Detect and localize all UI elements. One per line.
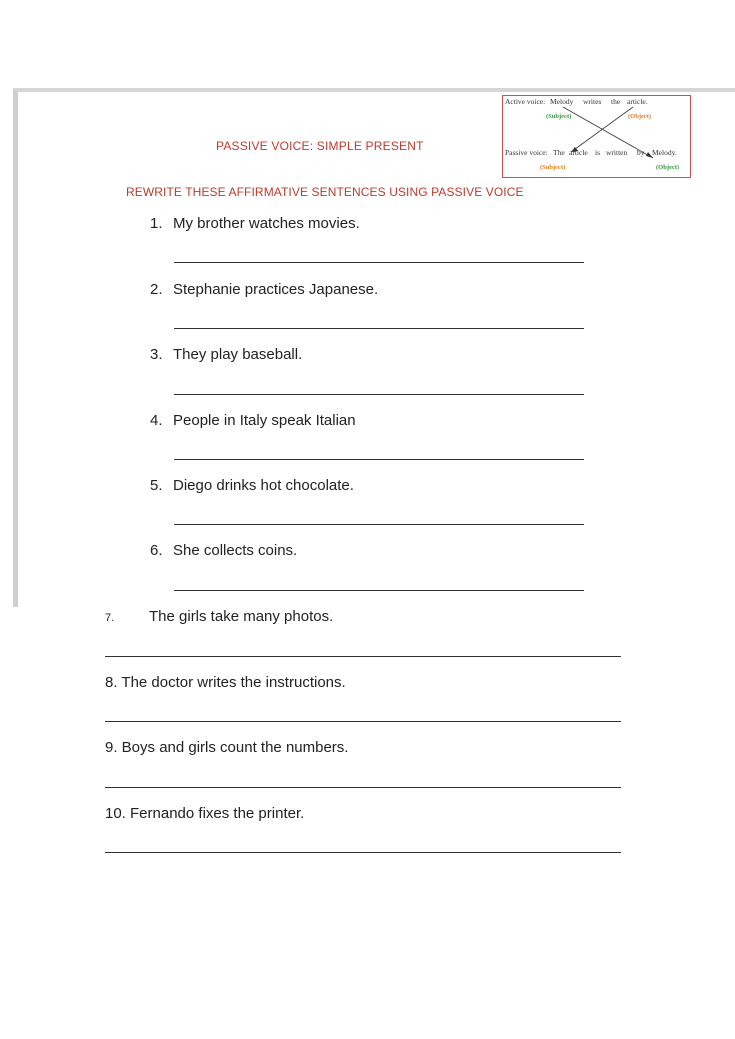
question-text: She collects coins.	[173, 542, 298, 559]
question-4	[150, 412, 356, 429]
question-number: 5.	[150, 477, 163, 494]
question-8	[105, 674, 346, 691]
question-9	[105, 739, 348, 756]
passive-word-1: The	[553, 148, 565, 157]
answer-line-4[interactable]	[174, 459, 584, 460]
object-tag-top: (Object)	[628, 113, 652, 120]
active-word-3: the	[611, 97, 621, 106]
answer-line-10[interactable]	[105, 852, 621, 853]
passive-label: Passive voice:	[505, 148, 548, 157]
question-text: Diego drinks hot chocolate.	[173, 477, 354, 494]
active-passive-diagram	[502, 95, 691, 178]
passive-word-3: is	[595, 148, 601, 157]
passive-word-4: written	[606, 148, 628, 157]
answer-line-8[interactable]	[105, 721, 621, 722]
subject-tag-top: (Subject)	[546, 113, 572, 120]
answer-line-3[interactable]	[174, 394, 584, 395]
question-5	[150, 477, 354, 494]
question-text: Stephanie practices Japanese.	[173, 281, 379, 298]
question-number: 3.	[150, 346, 163, 363]
answer-line-5[interactable]	[174, 524, 584, 525]
answer-line-6[interactable]	[174, 590, 584, 591]
question-text: My brother watches movies.	[173, 215, 360, 232]
question-text: 9. Boys and girls count the numbers.	[105, 739, 349, 756]
question-2	[150, 281, 378, 298]
question-number: 1.	[150, 215, 163, 232]
question-text: 8. The doctor writes the instructions.	[105, 674, 346, 691]
passive-word-6: Melody.	[652, 148, 677, 157]
question-text: The girls take many photos.	[149, 608, 334, 625]
worksheet-instruction: REWRITE THESE AFFIRMATIVE SENTENCES USING PASSIVE VOICE	[126, 185, 524, 199]
question-6	[150, 542, 297, 559]
subject-tag-bottom: (Subject)	[540, 164, 566, 171]
active-word-4: article.	[627, 97, 648, 106]
answer-line-2[interactable]	[174, 328, 584, 329]
passive-word-2: article	[569, 148, 588, 157]
question-number: 4.	[150, 412, 163, 429]
active-word-1: Melody	[550, 97, 574, 106]
question-text: 10. Fernando fixes the printer.	[105, 805, 305, 822]
worksheet-title: PASSIVE VOICE: SIMPLE PRESENT	[216, 139, 424, 153]
question-text: People in Italy speak Italian	[173, 412, 356, 429]
active-label: Active voice:	[505, 97, 546, 106]
answer-line-9[interactable]	[105, 787, 621, 788]
question-number: 6.	[150, 542, 163, 559]
passive-word-5: by	[637, 148, 645, 157]
object-tag-bottom: (Object)	[656, 164, 680, 171]
answer-line-7[interactable]	[105, 656, 621, 657]
arrow-object-to-subject	[571, 107, 633, 152]
question-3	[150, 346, 302, 363]
answer-line-1[interactable]	[174, 262, 584, 263]
question-text: They play baseball.	[173, 346, 303, 363]
question-number: 2.	[150, 281, 163, 298]
question-7	[105, 608, 333, 625]
question-10	[105, 805, 304, 822]
active-word-2: writes	[583, 97, 602, 106]
question-number: 7.	[105, 612, 115, 624]
question-1	[150, 215, 360, 232]
